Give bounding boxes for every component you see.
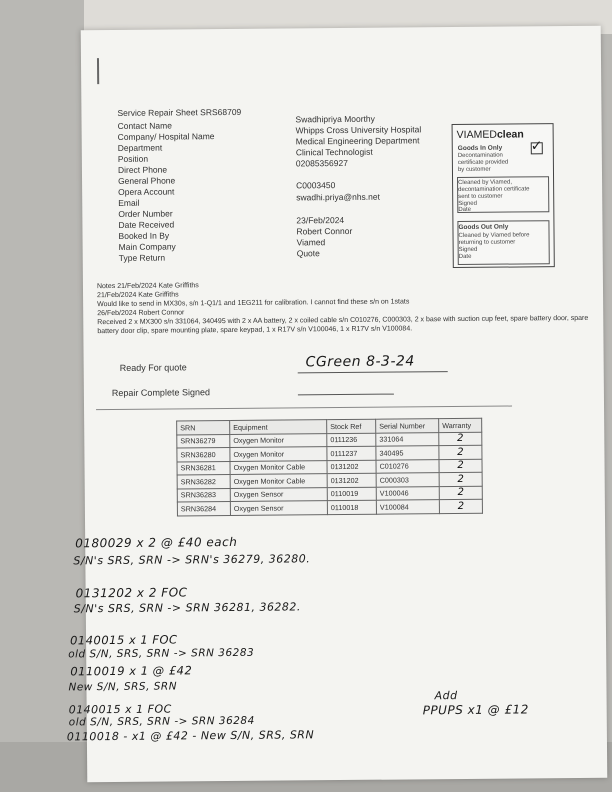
field-label-opera-account: Opera Account bbox=[118, 186, 175, 197]
notes-block bbox=[97, 278, 597, 336]
notes-line-4: 26/Feb/2024 Robert Connor bbox=[97, 309, 185, 318]
cell-stock-ref: 0111236 bbox=[327, 433, 376, 447]
stamp-goods-out-line-2: returning to customer bbox=[458, 239, 516, 246]
field-value-booked-in-by: Robert Connor bbox=[296, 225, 353, 237]
cell-warranty: 2 bbox=[439, 459, 482, 473]
ready-signature: CGreen 8-3-24 bbox=[305, 353, 415, 371]
col-header-warranty: Warranty bbox=[439, 418, 482, 432]
cell-warranty: 2 bbox=[439, 472, 482, 486]
notes-line-3: Would like to send in MX30s, s/n 1-Q1/1 and 1EG211 for calibration. I cannot find these s/n on 1stats bbox=[97, 298, 410, 309]
handwriting-line-8: New S/N, SRS, SRN bbox=[68, 680, 178, 694]
stamp-goods-in-line-3: by customer bbox=[457, 166, 491, 173]
cell-serial: C000303 bbox=[376, 473, 439, 487]
cell-warranty: 2 bbox=[439, 445, 482, 459]
repair-sheet-paper bbox=[66, 26, 608, 783]
stamp-check-mark: ✓ bbox=[530, 137, 543, 154]
handwriting-line-11: 0110018 - x1 @ £42 - New S/N, SRS, SRN bbox=[66, 728, 315, 744]
cell-serial: V100084 bbox=[376, 500, 439, 514]
cell-serial: 340495 bbox=[376, 446, 439, 460]
repair-complete-label: Repair Complete Signed bbox=[111, 387, 210, 399]
cell-serial: C010276 bbox=[376, 459, 439, 473]
field-value-opera-account: C0003450 bbox=[296, 180, 336, 191]
repair-signature-line bbox=[298, 394, 394, 396]
section-divider bbox=[96, 406, 512, 411]
cell-stock-ref: 0131202 bbox=[327, 460, 376, 474]
cell-equipment: Oxygen Sensor bbox=[230, 501, 327, 515]
stamp-goods-out-signed: Signed bbox=[458, 246, 478, 253]
stamp-cleaned-line-2: decontamination certificate bbox=[458, 186, 530, 193]
cell-srn: SRN36279 bbox=[177, 434, 230, 448]
field-label-type-return: Type Return bbox=[118, 252, 166, 263]
col-header-serial: Serial Number bbox=[376, 419, 439, 433]
notes-line-2: 21/Feb/2024 Kate Griffiths bbox=[97, 291, 179, 300]
handwriting-line-3: 0131202 x 2 FOC bbox=[75, 585, 188, 601]
col-header-equipment: Equipment bbox=[230, 420, 327, 434]
col-header-stock-ref: Stock Ref bbox=[327, 419, 376, 433]
stamp-brand bbox=[457, 128, 524, 141]
field-label-date-received: Date Received bbox=[118, 219, 175, 230]
cell-equipment: Oxygen Monitor Cable bbox=[230, 460, 327, 474]
field-label-company: Company/ Hospital Name bbox=[117, 131, 215, 142]
ready-signature-line bbox=[298, 371, 448, 373]
cell-equipment: Oxygen Monitor Cable bbox=[230, 474, 327, 488]
cell-stock-ref: 0111237 bbox=[327, 446, 376, 460]
parts-table bbox=[176, 418, 483, 516]
handwriting-line-1: 0180029 x 2 @ £40 each bbox=[75, 534, 238, 551]
handwriting-line-6: old S/N, SRS, SRN -> SRN 36283 bbox=[68, 646, 255, 661]
cell-serial: 331064 bbox=[376, 432, 439, 446]
handwriting-line-5: 0140015 x 1 FOC bbox=[69, 632, 178, 648]
stamp-goods-in-line-2: certificate provided bbox=[457, 159, 509, 166]
cell-equipment: Oxygen Monitor bbox=[230, 447, 327, 461]
field-value-position: Clinical Technologist bbox=[295, 146, 373, 158]
cell-stock-ref: 0110018 bbox=[327, 500, 376, 514]
field-label-direct-phone: Direct Phone bbox=[117, 164, 168, 175]
field-value-type-return: Quote bbox=[296, 248, 320, 259]
handwriting-line-4: S/N's SRS, SRN -> SRN 36281, 36282. bbox=[73, 600, 301, 616]
stamp-date: Date bbox=[458, 206, 472, 213]
handwriting-line-7: 0110019 x 1 @ £42 bbox=[70, 663, 193, 679]
field-label-main-company: Main Company bbox=[118, 241, 176, 252]
field-value-email: swadhi.priya@nhs.net bbox=[296, 191, 381, 203]
cell-warranty: 2 bbox=[439, 499, 482, 513]
field-value-contact-name: Swadhipriya Moorthy bbox=[295, 113, 375, 125]
field-value-direct-phone: 02085356927 bbox=[295, 157, 348, 169]
handwriting-line-10: old S/N, SRS, SRN -> SRN 36284 bbox=[68, 714, 255, 729]
field-value-main-company: Viamed bbox=[296, 237, 326, 248]
stamp-goods-in-line-1: Decontamination bbox=[457, 152, 503, 159]
cell-serial: V100046 bbox=[376, 486, 439, 500]
field-value-company: Whipps Cross University Hospital bbox=[295, 124, 422, 136]
stamp-goods-out: Goods Out Only bbox=[458, 223, 509, 231]
field-value-date-received: 23/Feb/2024 bbox=[296, 214, 345, 226]
stamp-goods-out-line-1: Cleaned by Viamed before bbox=[458, 232, 530, 239]
ready-for-quote-label: Ready For quote bbox=[119, 362, 187, 373]
stamp-signed: Signed bbox=[458, 200, 477, 207]
add-note-line-2: PPUPS x1 @ £12 bbox=[422, 702, 529, 718]
sheet-title: Service Repair Sheet SRS68709 bbox=[117, 106, 242, 118]
cell-stock-ref: 0110019 bbox=[327, 487, 376, 501]
notes-line-1: Notes 21/Feb/2024 Kate Griffiths bbox=[96, 282, 199, 291]
field-label-department: Department bbox=[117, 142, 163, 153]
handwriting-line-2: S/N's SRS, SRN -> SRN's 36279, 36280. bbox=[73, 552, 311, 568]
field-label-order-number: Order Number bbox=[118, 208, 173, 219]
notes-line-5: Received 2 x MX300 s/n 331064, 340495 with 2 x AA battery, 2 x coiled cable s/n C010276, C000303, 2 x base with suction cup feet, spare battery door, spare battery door clip, spare mounting plate, spare keypad, 1 x R17V s/n V100046, 1 x R17V s/n V100084. bbox=[97, 314, 589, 336]
stamp-goods-out-date: Date bbox=[458, 253, 472, 260]
stamp-goods-in: Goods In Only bbox=[457, 144, 503, 152]
handwriting-line-9: 0140015 x 1 FOC bbox=[68, 702, 172, 717]
cell-warranty: 2 bbox=[439, 486, 482, 500]
col-header-srn: SRN bbox=[177, 420, 230, 434]
cell-srn: SRN36284 bbox=[177, 501, 230, 515]
cell-srn: SRN36283 bbox=[177, 488, 230, 502]
cell-srn: SRN36282 bbox=[177, 474, 230, 488]
field-label-email: Email bbox=[118, 197, 140, 208]
cell-srn: SRN36280 bbox=[177, 447, 230, 461]
table-row bbox=[177, 499, 482, 515]
cell-stock-ref: 0131202 bbox=[327, 473, 376, 487]
cell-equipment: Oxygen Sensor bbox=[230, 487, 327, 501]
stamp-brand-suffix: clean bbox=[496, 128, 524, 141]
field-value-department: Medical Engineering Department bbox=[295, 135, 420, 147]
field-label-general-phone: General Phone bbox=[118, 175, 176, 186]
cell-equipment: Oxygen Monitor bbox=[230, 433, 327, 447]
field-label-position: Position bbox=[117, 153, 149, 164]
field-label-booked-in-by: Booked In By bbox=[118, 230, 170, 241]
stamp-cleaned-line-1: Cleaned by Viamed, bbox=[458, 179, 513, 186]
viamed-clean-stamp bbox=[452, 123, 555, 268]
cell-srn: SRN36281 bbox=[177, 461, 230, 475]
stamp-brand-prefix: VIAMED bbox=[456, 128, 497, 142]
punch-mark bbox=[97, 58, 99, 84]
add-note-line-1: Add bbox=[434, 689, 458, 703]
stamp-cleaned-line-3: sent to customer bbox=[458, 193, 503, 200]
field-label-contact-name: Contact Name bbox=[117, 120, 172, 131]
cell-warranty: 2 bbox=[439, 432, 482, 446]
